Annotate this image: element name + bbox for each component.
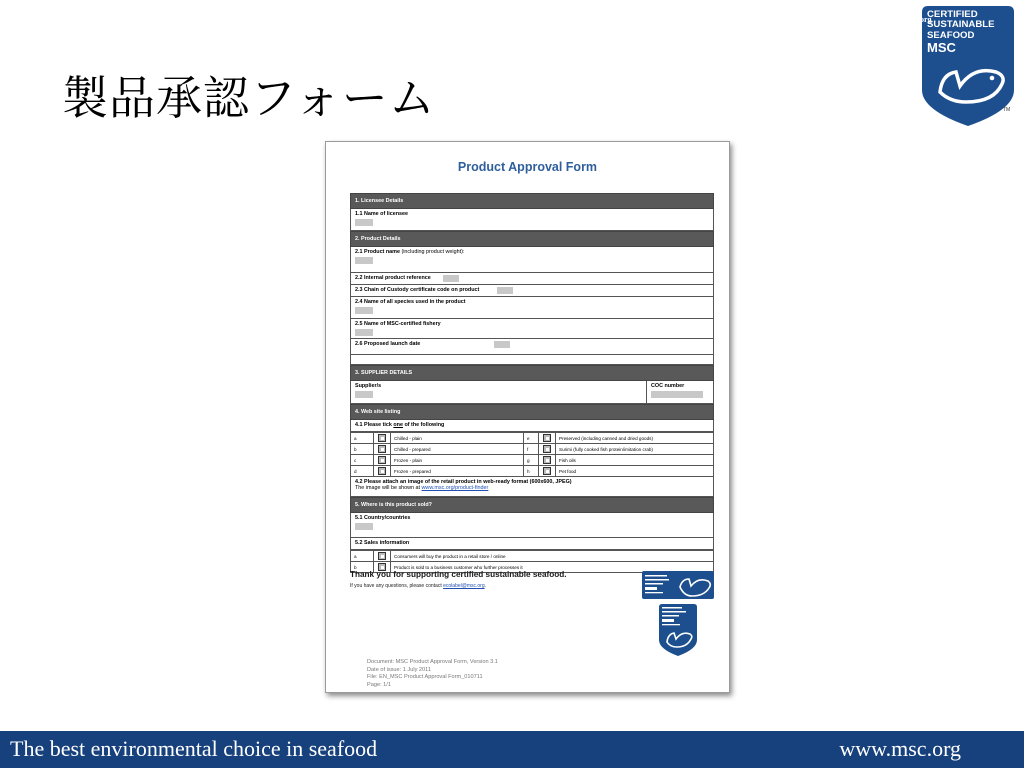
checkbox-cell xyxy=(539,433,556,444)
meta-file: File: EN_MSC Product Approval Form_010711 xyxy=(367,674,483,681)
trademark-mark: TM xyxy=(1003,107,1011,113)
label-launch-date: 2.6 Proposed launch date xyxy=(355,341,421,347)
input-placeholder xyxy=(355,307,373,314)
option-letter: e xyxy=(524,433,539,444)
footer-url[interactable]: www.msc.org xyxy=(839,736,961,761)
document-title: Product Approval Form xyxy=(457,160,598,174)
logo-line-url: www.msc.org xyxy=(885,15,932,24)
contact-text-end: . xyxy=(484,583,486,589)
label-internal-reference: 2.2 Internal product reference xyxy=(355,275,431,281)
option-label: Fish oils xyxy=(556,455,714,466)
checkbox[interactable] xyxy=(543,456,551,464)
field-fishery xyxy=(350,319,714,339)
field-launch-date xyxy=(350,339,714,355)
checkbox[interactable] xyxy=(378,552,386,560)
field-species xyxy=(350,297,714,319)
checkbox-cell xyxy=(374,433,391,444)
label-tick-one-b: of the following xyxy=(402,422,445,428)
label-coc-number: COC number xyxy=(651,383,685,389)
field-attach-image xyxy=(350,477,714,497)
product-finder-link[interactable]: www.msc.org/product-finder xyxy=(421,485,489,491)
label-name-of-licensee: 1.1 Name of licensee xyxy=(355,211,409,217)
section-product-details: 2. Product Details xyxy=(350,231,714,247)
input-placeholder xyxy=(494,341,510,348)
label-image-shown: The image will be shown at xyxy=(355,485,422,491)
checkbox-cell xyxy=(374,466,391,477)
checkbox-cell xyxy=(539,444,556,455)
checkbox[interactable] xyxy=(543,467,551,475)
logo-line-certified: CERTIFIED xyxy=(927,9,978,20)
meta-date: Date of issue: 1 July 2011 xyxy=(367,666,431,673)
section-website-listing: 4. Web site listing xyxy=(350,404,714,420)
checkbox[interactable] xyxy=(378,456,386,464)
coc-number-cell xyxy=(647,381,713,403)
option-letter: f xyxy=(524,444,539,455)
product-category-table xyxy=(350,432,714,477)
meta-page: Page: 1/1 xyxy=(367,681,391,688)
checkbox-cell xyxy=(374,551,391,562)
option-letter: d xyxy=(351,466,374,477)
section-licensee-details: 1. Licensee Details xyxy=(350,193,714,209)
option-label: Preserved (including canned and dried goods) xyxy=(556,433,714,444)
footer-bar xyxy=(0,731,1024,768)
field-name-of-licensee xyxy=(350,209,714,231)
input-placeholder xyxy=(355,219,373,226)
sales-row xyxy=(351,551,714,562)
checkbox-cell xyxy=(539,466,556,477)
input-placeholder xyxy=(355,329,373,336)
field-coc-code xyxy=(350,285,714,297)
option-letter: a xyxy=(351,551,374,562)
input-placeholder xyxy=(355,391,373,398)
logo-line-msc: MSC xyxy=(927,40,956,56)
label-supplier: Supplier/s xyxy=(355,383,382,389)
spacer-row xyxy=(350,355,714,365)
document-metadata xyxy=(367,659,498,689)
footer-tagline: The best environmental choice in seafood xyxy=(10,736,378,761)
checkbox[interactable] xyxy=(378,445,386,453)
checkbox[interactable] xyxy=(543,434,551,442)
logo-line-sustainable: SUSTAINABLE xyxy=(927,19,995,31)
label-attach-image: 4.2 Please attach an image of the retail product in web-ready format (600x600, JPEG) xyxy=(355,479,572,485)
contact-line xyxy=(350,583,486,589)
option-letter: a xyxy=(351,433,374,444)
option-letter: g xyxy=(524,455,539,466)
label-product-name-hint: (including product weight): xyxy=(401,249,465,255)
label-fishery: 2.5 Name of MSC-certified fishery xyxy=(355,321,441,327)
label-countries: 5.1 Country/countries xyxy=(355,515,411,521)
label-product-name: 2.1 Product name xyxy=(355,249,400,255)
label-tick-one-u: one xyxy=(393,422,403,428)
option-label: Chilled - prepared xyxy=(391,444,524,455)
label-sales-info: 5.2 Sales information xyxy=(355,540,410,546)
category-row xyxy=(351,466,714,477)
option-label: Chilled - plain xyxy=(391,433,524,444)
checkbox[interactable] xyxy=(378,467,386,475)
msc-logo-text xyxy=(885,9,995,56)
checkbox[interactable] xyxy=(543,445,551,453)
option-label: Frozen - plain xyxy=(391,455,524,466)
label-coc-code: 2.3 Chain of Custody certificate code on product xyxy=(355,287,480,293)
supplier-cell xyxy=(351,381,647,403)
category-row xyxy=(351,444,714,455)
field-product-name xyxy=(350,247,714,273)
checkbox-cell xyxy=(374,444,391,455)
option-label: Surimi (fully cooked fish protein/imitation crab) xyxy=(556,444,714,455)
section-where-sold: 5. Where is this product sold? xyxy=(350,497,714,513)
thank-you-message: Thank you for supporting certified sustainable seafood. xyxy=(350,570,567,579)
input-placeholder xyxy=(443,275,459,282)
option-label: Consumers will buy the product in a retail store / online xyxy=(391,551,714,562)
option-letter: h xyxy=(524,466,539,477)
option-letter: b xyxy=(351,444,374,455)
product-approval-form-document xyxy=(325,141,730,693)
category-row xyxy=(351,433,714,444)
input-placeholder xyxy=(651,391,703,398)
field-supplier xyxy=(350,381,714,404)
msc-logo-vertical xyxy=(659,604,697,656)
form-body xyxy=(350,193,714,573)
field-sales-info xyxy=(350,538,714,550)
msc-logo-horizontal xyxy=(642,571,714,599)
field-countries xyxy=(350,513,714,538)
section-supplier-details: 3. SUPPLIER DETAILS xyxy=(350,365,714,381)
ecolabel-email-link[interactable]: ecolabel@msc.org xyxy=(443,583,485,589)
option-label: Pet food xyxy=(556,466,714,477)
input-placeholder xyxy=(497,287,513,294)
label-tick-one-a: 4.1 Please tick xyxy=(355,422,394,428)
category-row xyxy=(351,455,714,466)
checkbox-cell xyxy=(539,455,556,466)
field-internal-reference xyxy=(350,273,714,285)
input-placeholder xyxy=(355,523,373,530)
input-placeholder xyxy=(355,257,373,264)
checkbox-cell xyxy=(374,455,391,466)
meta-document: Document: MSC Product Approval Form, Version 3.1 xyxy=(367,659,498,665)
field-tick-one xyxy=(350,420,714,432)
option-label: Frozen - prepared xyxy=(391,466,524,477)
option-letter: b xyxy=(351,562,374,573)
contact-text: If you have any questions, please contact xyxy=(350,583,444,589)
option-letter: c xyxy=(351,455,374,466)
logo-line-seafood: SEAFOOD xyxy=(927,29,975,41)
option-label: Product is sold to a business customer who further processes it xyxy=(391,562,714,573)
label-species: 2.4 Name of all species used in the product xyxy=(355,299,466,305)
slide-title: 製品承認フォーム xyxy=(62,71,436,125)
checkbox[interactable] xyxy=(378,434,386,442)
